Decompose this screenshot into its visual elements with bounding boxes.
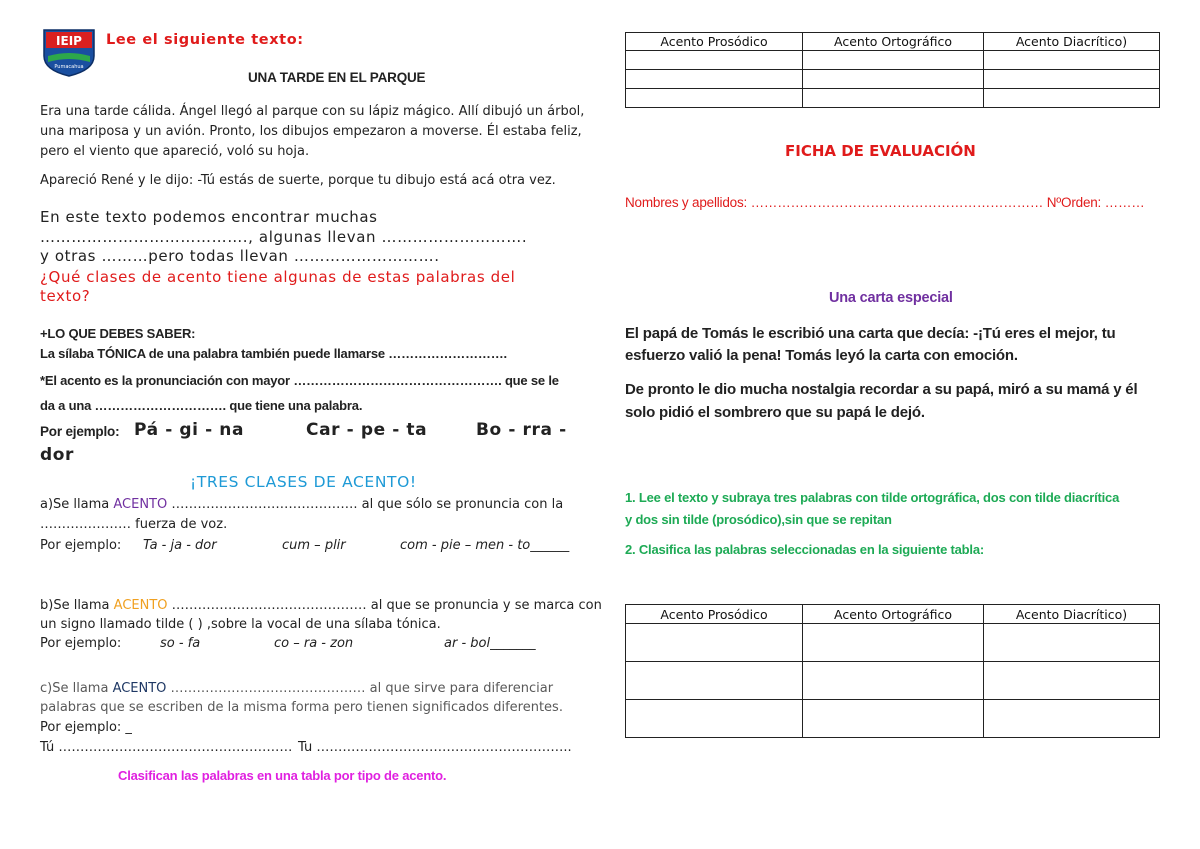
accent-c-line (40, 681, 553, 696)
know-line: da a una …………………………. que tiene una palabra. (40, 398, 363, 413)
story-line: una mariposa y un avión. Pronto, los dibujos empezaron a moverse. Él estaba feliz, (40, 124, 582, 139)
table-cell[interactable] (803, 662, 984, 700)
accent-a-prefix: a)Se llama (40, 497, 114, 512)
accent-b-example: so - fa (160, 636, 201, 651)
example-word: Bo - rra - (476, 420, 567, 440)
question-line: texto? (40, 287, 91, 305)
table-row (626, 51, 1160, 70)
table-cell[interactable] (984, 624, 1160, 662)
table-row (626, 700, 1160, 738)
table-cell[interactable] (803, 624, 984, 662)
story-title: UNA TARDE EN EL PARQUE (248, 70, 426, 85)
accent-c-word: ACENTO (112, 681, 167, 696)
accent-a-word: ACENTO (113, 497, 168, 512)
table-header: Acento Prosódico (626, 33, 803, 51)
intro-line: En este texto podemos encontrar muchas (40, 208, 378, 226)
know-line: *El acento es la pronunciación con mayor …………………………………………. que se le (40, 373, 559, 388)
carta-line: El papá de Tomás le escribió una carta que decía: -¡Tú eres el mejor, tu (625, 325, 1116, 342)
accent-a-example: Ta - ja - dor (143, 538, 217, 553)
bottom-accent-table (625, 604, 1160, 738)
shield-icon (40, 26, 98, 78)
three-accents-title: ¡TRES CLASES DE ACENTO! (190, 473, 417, 491)
know-title: +LO QUE DEBES SABER: (40, 326, 196, 341)
accent-b-example: ar - bol_______ (444, 636, 536, 651)
accent-a-line (40, 497, 563, 512)
accent-a-rest: ……………………………………. al que sólo se pronuncia con la (167, 497, 564, 512)
intro-line: y otras ………pero todas llevan ………………………. (40, 247, 440, 265)
question-line: ¿Qué clases de acento tiene algunas de estas palabras del (40, 268, 516, 286)
table-cell[interactable] (626, 624, 803, 662)
accent-b-line (40, 598, 602, 613)
know-line: La sílaba TÓNICA de una palabra también puede llamarse ………………………. (40, 346, 507, 361)
accent-b-line2: un signo llamado tilde ( ) ,sobre la vocal de una sílaba tónica. (40, 617, 441, 632)
accent-a-example: com - pie – men - to______ (400, 538, 570, 553)
accent-a-example: cum – plir (282, 538, 346, 553)
table-row (626, 662, 1160, 700)
accent-c-prefix: c)Se llama (40, 681, 113, 696)
classify-note: Clasifican las palabras en una tabla por tipo de acento. (118, 768, 447, 783)
table-cell[interactable] (803, 89, 984, 108)
example-word-tail: dor (40, 445, 75, 465)
table-cell[interactable] (626, 700, 803, 738)
accent-b-word: ACENTO (113, 598, 168, 613)
table-cell[interactable] (626, 89, 803, 108)
school-logo (40, 26, 98, 78)
accent-c-line2: palabras que se escriben de la misma forma pero tienen significados diferentes. (40, 700, 563, 715)
example-word: Pá - gi - na (134, 420, 245, 440)
table-cell[interactable] (626, 662, 803, 700)
table-row (626, 624, 1160, 662)
table-cell[interactable] (984, 51, 1160, 70)
intro-line: …………………………………., algunas llevan ………………………. (40, 228, 528, 246)
example-label: Por ejemplo: (40, 424, 120, 439)
table-cell[interactable] (803, 70, 984, 89)
table-header: Acento Diacrítico) (984, 605, 1160, 624)
top-accent-table (625, 32, 1160, 108)
carta-line: solo pidió el sombrero que su papá le dejó. (625, 404, 925, 421)
story-line: pero el viento que apareció, voló su hoja. (40, 144, 310, 159)
accent-b-rest: ……………………………………… al que se pronuncia y se marca con (167, 598, 602, 613)
carta-line: De pronto le dio mucha nostalgia recordar a su papá, miró a su mamá y él (625, 381, 1138, 398)
accent-b-example: co – ra - zon (274, 636, 354, 651)
carta-title: Una carta especial (829, 290, 953, 306)
example-word: Car - pe - ta (306, 420, 428, 440)
accent-b-example-label: Por ejemplo: (40, 636, 122, 651)
table-cell[interactable] (984, 700, 1160, 738)
tu-accented-line: Tú ……………………………………………… (40, 740, 293, 755)
task-1-line: 1. Lee el texto y subraya tres palabras con tilde ortográfica, dos con tilde diacrítica (625, 490, 1120, 505)
table-cell[interactable] (984, 89, 1160, 108)
tu-plain-line: Tu ………………………………………………….. (298, 740, 572, 755)
accent-a-line2: ………………… fuerza de voz. (40, 517, 228, 532)
table-cell[interactable] (803, 51, 984, 70)
story-line: Era una tarde cálida. Ángel llegó al parque con su lápiz mágico. Allí dibujó un árbol, (40, 104, 585, 119)
table-header: Acento Ortográfico (803, 33, 984, 51)
table-header: Acento Diacrítico) (984, 33, 1160, 51)
table-cell[interactable] (803, 700, 984, 738)
task-2-line: 2. Clasifica las palabras seleccionadas en la siguiente tabla: (625, 542, 984, 557)
logo-text: IEIP (56, 34, 82, 48)
table-header: Acento Ortográfico (803, 605, 984, 624)
ficha-title: FICHA DE EVALUACIÓN (785, 142, 976, 160)
carta-line: esfuerzo valió la pena! Tomás leyó la carta con emoción. (625, 347, 1018, 364)
accent-c-rest: ……………………………………… al que sirve para diferenciar (166, 681, 554, 696)
table-cell[interactable] (984, 662, 1160, 700)
accent-a-example-label: Por ejemplo: (40, 538, 122, 553)
logo-subtext: Pumacahua (54, 64, 84, 70)
accent-b-prefix: b)Se llama (40, 598, 114, 613)
instruction-heading: Lee el siguiente texto: (106, 32, 304, 48)
nombres-line: Nombres y apellidos: ………………………………………………………… NºOrden: ……… (625, 195, 1145, 210)
table-cell[interactable] (626, 51, 803, 70)
table-row (626, 89, 1160, 108)
accent-c-example-label: Por ejemplo: _ (40, 720, 132, 735)
table-header: Acento Prosódico (626, 605, 803, 624)
task-1-line: y dos sin tilde (prosódico),sin que se repitan (625, 512, 892, 527)
table-row (626, 70, 1160, 89)
table-cell[interactable] (984, 70, 1160, 89)
table-cell[interactable] (626, 70, 803, 89)
story-line: Apareció René y le dijo: -Tú estás de suerte, porque tu dibujo está acá otra vez. (40, 173, 556, 188)
